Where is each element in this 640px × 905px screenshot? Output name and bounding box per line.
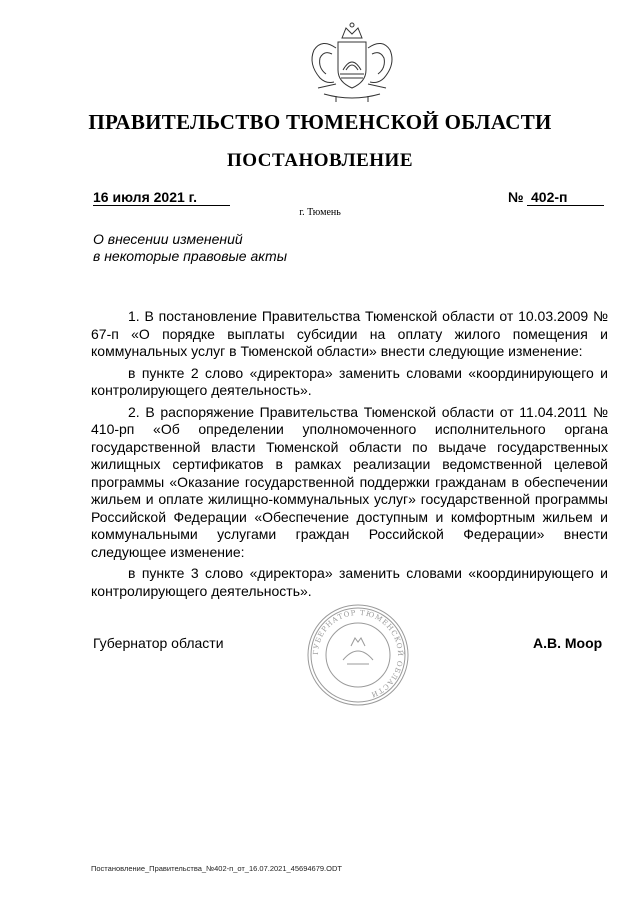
document-subject <box>93 231 287 265</box>
subject-line: О внесении изменений <box>93 231 243 247</box>
organization-title: ПРАВИТЕЛЬСТВО ТЮМЕНСКОЙ ОБЛАСТИ <box>88 110 552 134</box>
subject-line: в некоторые правовые акты <box>93 248 288 264</box>
document-number-label: № <box>508 189 524 205</box>
body-paragraph: 2. В распоряжение Правительства Тюменской области от 11.04.2011 № 410-рп «Об определении уполномоченного исполнительного органа государственной власти Тюменской области по выдаче государственных жилищных сертификатов в рамках реализации ведомственной целевой программы «Оказание государственной поддержки гражданам в обеспечении жильем и оплате жилищно-коммунальных услуг» государственной программы Российской Федерации «Обеспечение доступным и комфортным жильем и коммунальными услугами граждан Российской Федерации» внести следующее изменение: <box>91 403 608 560</box>
signer-name: А.В. Моор <box>533 635 603 651</box>
document-type-title: ПОСТАНОВЛЕНИЕ <box>226 150 414 171</box>
official-seal-icon <box>305 602 411 708</box>
signer-position: Губернатор области <box>93 635 224 651</box>
body-paragraph: 1. В постановление Правительства Тюменской области от 10.03.2009 № 67-п «О порядке выплаты субсидии на оплату жилого помещения и коммунальных услуг в Тюменской области» внести следующие изменение: <box>91 308 608 359</box>
document-date: 16 июля 2021 г. <box>93 189 230 206</box>
footer-filename: Постановление_Правительства_№402-п_от_16.07.2021_45694679.ODT <box>91 864 342 873</box>
seal-text: ГУБЕРНАТОР ТЮМЕНСКОЙ ОБЛАСТИ <box>311 608 405 699</box>
document-body <box>91 308 608 604</box>
tyumen-coat-of-arms-icon <box>296 18 408 104</box>
body-paragraph: в пункте 3 слово «директора» заменить словами «координирующего и контролирующего деятельность». <box>91 565 608 599</box>
document-number: 402-п <box>527 189 604 206</box>
document-city: г. Тюмень <box>299 207 341 218</box>
body-paragraph: в пункте 2 слово «директора» заменить словами «координирующего и контролирующего деятельность». <box>91 364 608 398</box>
